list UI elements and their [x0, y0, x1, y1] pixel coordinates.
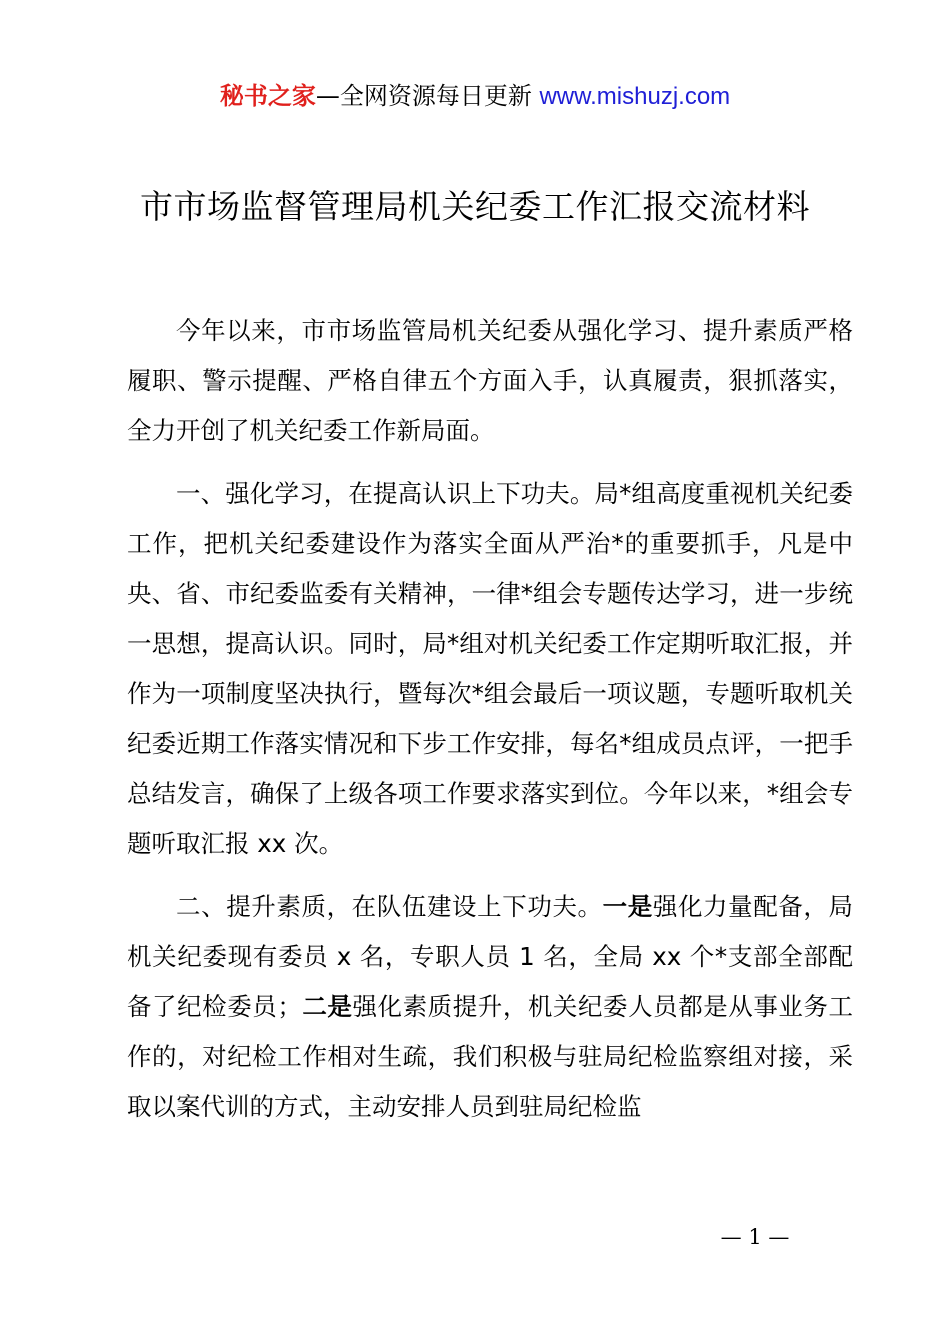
- paragraph-text: 强化素质提升，机关纪委人员都是从事业务工作的，对纪检工作相对生疏，我们积极与驻局纪检监察组对接，采取以案代训的方式，主动安排人员到驻局纪检监: [127, 992, 854, 1121]
- page-number: — 1 —: [720, 1225, 790, 1249]
- paragraph-text: 局*组高度重视机关纪委工作，把机关纪委建设作为落实全面从严治*的重要抓手，凡是中央、省、市纪委监委有关精神，一律*组会专题传达学习，进一步统一思想，提高认识。同时，局*组对机关纪委工作定期听取汇报，并作为一项制度坚决执行，暨每次*组会最后一项议题，专题听取机关纪委近期工作落实情况和下步工作安排，每名*组成员点评，一把手总结发言，确保了上级各项工作要求落实到位。今年以来，*组会专题听取汇报 xx 次。: [127, 479, 853, 858]
- paragraph-text: 强化力量配备，局机关纪委现有委员 x 名，专职人员 1 名，全局 xx 个*支部全部配备了纪检委员；: [127, 892, 854, 1021]
- section-heading: 一、强化学习，在提高认识上下功夫。: [176, 479, 595, 508]
- document-title: 市市场监督管理局机关纪委工作汇报交流材料: [140, 187, 810, 226]
- document-body: [127, 306, 853, 1145]
- emphasis-second: 二是: [301, 992, 353, 1021]
- paragraph-section-1: [127, 469, 853, 869]
- paragraph-text: 今年以来，市市场监管局机关纪委从强化学习、提升素质严格履职、警示提醒、严格自律五个方面入手，认真履责，狠抓落实，全力开创了机关纪委工作新局面。: [127, 316, 853, 445]
- banner-tagline: —全网资源每日更新: [315, 82, 532, 110]
- paragraph-section-2: [127, 882, 853, 1132]
- site-banner: [0, 78, 950, 115]
- paragraph-intro: [127, 306, 853, 456]
- brand-name: 秘书之家: [219, 82, 316, 110]
- emphasis-first: 一是: [602, 892, 653, 921]
- section-heading: 二、提升素质，在队伍建设上下功夫。: [176, 892, 603, 921]
- banner-url: www.mishuzj.com: [539, 83, 731, 110]
